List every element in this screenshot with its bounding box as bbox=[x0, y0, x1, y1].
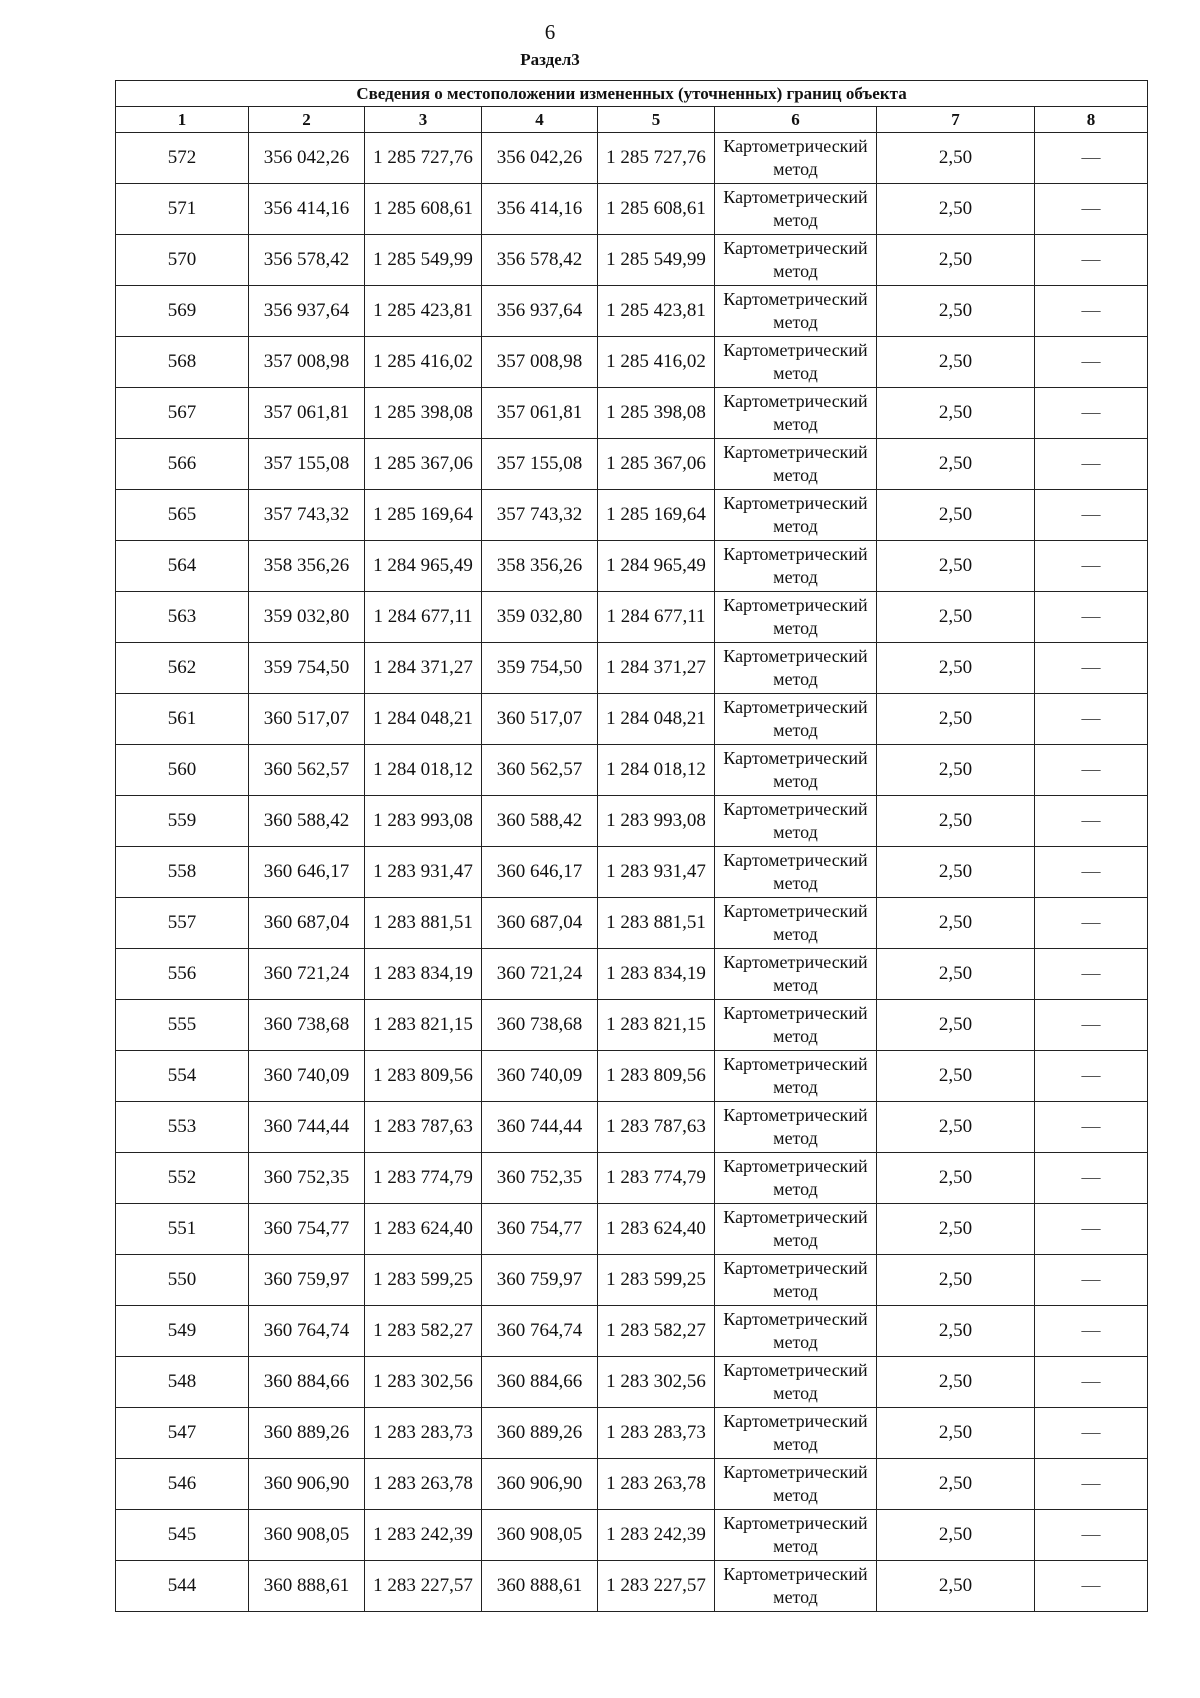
x-coordinate-cell: 360 759,97 bbox=[482, 1255, 598, 1306]
accuracy-cell: 2,50 bbox=[877, 1204, 1035, 1255]
point-number-cell: 570 bbox=[116, 235, 249, 286]
x-coordinate-cell: 360 740,09 bbox=[249, 1051, 365, 1102]
point-number-cell: 550 bbox=[116, 1255, 249, 1306]
x-coordinate-cell: 360 517,07 bbox=[482, 694, 598, 745]
x-coordinate-cell: 356 042,26 bbox=[482, 133, 598, 184]
point-number-cell: 551 bbox=[116, 1204, 249, 1255]
method-cell: Картометрический метод bbox=[715, 1153, 877, 1204]
column-number-row bbox=[116, 107, 1148, 133]
y-coordinate-cell: 1 285 423,81 bbox=[598, 286, 715, 337]
x-coordinate-cell: 358 356,26 bbox=[482, 541, 598, 592]
description-cell: — bbox=[1035, 439, 1148, 490]
y-coordinate-cell: 1 285 608,61 bbox=[598, 184, 715, 235]
method-cell: Картометрический метод bbox=[715, 1051, 877, 1102]
table-row bbox=[116, 490, 1148, 541]
x-coordinate-cell: 360 906,90 bbox=[482, 1459, 598, 1510]
x-coordinate-cell: 357 743,32 bbox=[482, 490, 598, 541]
y-coordinate-cell: 1 283 227,57 bbox=[598, 1561, 715, 1612]
accuracy-cell: 2,50 bbox=[877, 490, 1035, 541]
y-coordinate-cell: 1 283 931,47 bbox=[598, 847, 715, 898]
y-coordinate-cell: 1 283 881,51 bbox=[365, 898, 482, 949]
accuracy-cell: 2,50 bbox=[877, 286, 1035, 337]
method-cell: Картометрический метод bbox=[715, 1510, 877, 1561]
method-cell: Картометрический метод bbox=[715, 337, 877, 388]
table-row bbox=[116, 643, 1148, 694]
table-caption: Сведения о местоположении измененных (уточненных) границ объекта bbox=[116, 81, 1148, 107]
y-coordinate-cell: 1 283 624,40 bbox=[365, 1204, 482, 1255]
method-cell: Картометрический метод bbox=[715, 541, 877, 592]
y-coordinate-cell: 1 283 993,08 bbox=[598, 796, 715, 847]
y-coordinate-cell: 1 284 371,27 bbox=[365, 643, 482, 694]
y-coordinate-cell: 1 283 242,39 bbox=[365, 1510, 482, 1561]
method-cell: Картометрический метод bbox=[715, 1255, 877, 1306]
y-coordinate-cell: 1 283 881,51 bbox=[598, 898, 715, 949]
y-coordinate-cell: 1 284 965,49 bbox=[598, 541, 715, 592]
method-cell: Картометрический метод bbox=[715, 847, 877, 898]
point-number-cell: 571 bbox=[116, 184, 249, 235]
x-coordinate-cell: 360 888,61 bbox=[482, 1561, 598, 1612]
table-row bbox=[116, 1408, 1148, 1459]
table-row bbox=[116, 1357, 1148, 1408]
y-coordinate-cell: 1 283 599,25 bbox=[598, 1255, 715, 1306]
table-row bbox=[116, 184, 1148, 235]
accuracy-cell: 2,50 bbox=[877, 694, 1035, 745]
y-coordinate-cell: 1 283 993,08 bbox=[365, 796, 482, 847]
y-coordinate-cell: 1 284 018,12 bbox=[598, 745, 715, 796]
description-cell: — bbox=[1035, 490, 1148, 541]
y-coordinate-cell: 1 285 727,76 bbox=[598, 133, 715, 184]
table-row bbox=[116, 949, 1148, 1000]
y-coordinate-cell: 1 285 727,76 bbox=[365, 133, 482, 184]
description-cell: — bbox=[1035, 388, 1148, 439]
accuracy-cell: 2,50 bbox=[877, 1153, 1035, 1204]
point-number-cell: 552 bbox=[116, 1153, 249, 1204]
y-coordinate-cell: 1 284 965,49 bbox=[365, 541, 482, 592]
y-coordinate-cell: 1 284 677,11 bbox=[365, 592, 482, 643]
x-coordinate-cell: 360 908,05 bbox=[482, 1510, 598, 1561]
method-cell: Картометрический метод bbox=[715, 1204, 877, 1255]
x-coordinate-cell: 360 884,66 bbox=[249, 1357, 365, 1408]
description-cell: — bbox=[1035, 1510, 1148, 1561]
x-coordinate-cell: 360 562,57 bbox=[482, 745, 598, 796]
table-row bbox=[116, 745, 1148, 796]
y-coordinate-cell: 1 285 367,06 bbox=[365, 439, 482, 490]
x-coordinate-cell: 360 889,26 bbox=[482, 1408, 598, 1459]
x-coordinate-cell: 360 754,77 bbox=[249, 1204, 365, 1255]
column-number: 1 bbox=[116, 107, 249, 133]
y-coordinate-cell: 1 283 834,19 bbox=[598, 949, 715, 1000]
x-coordinate-cell: 360 562,57 bbox=[249, 745, 365, 796]
method-cell: Картометрический метод bbox=[715, 133, 877, 184]
table-row bbox=[116, 1153, 1148, 1204]
point-number-cell: 544 bbox=[116, 1561, 249, 1612]
accuracy-cell: 2,50 bbox=[877, 1051, 1035, 1102]
accuracy-cell: 2,50 bbox=[877, 847, 1035, 898]
x-coordinate-cell: 360 884,66 bbox=[482, 1357, 598, 1408]
accuracy-cell: 2,50 bbox=[877, 133, 1035, 184]
x-coordinate-cell: 356 937,64 bbox=[249, 286, 365, 337]
x-coordinate-cell: 357 743,32 bbox=[249, 490, 365, 541]
method-cell: Картометрический метод bbox=[715, 898, 877, 949]
y-coordinate-cell: 1 285 549,99 bbox=[365, 235, 482, 286]
y-coordinate-cell: 1 284 048,21 bbox=[598, 694, 715, 745]
accuracy-cell: 2,50 bbox=[877, 1357, 1035, 1408]
method-cell: Картометрический метод bbox=[715, 1357, 877, 1408]
x-coordinate-cell: 360 740,09 bbox=[482, 1051, 598, 1102]
y-coordinate-cell: 1 284 677,11 bbox=[598, 592, 715, 643]
y-coordinate-cell: 1 283 774,79 bbox=[598, 1153, 715, 1204]
column-number: 7 bbox=[877, 107, 1035, 133]
y-coordinate-cell: 1 283 283,73 bbox=[598, 1408, 715, 1459]
x-coordinate-cell: 360 908,05 bbox=[249, 1510, 365, 1561]
x-coordinate-cell: 356 578,42 bbox=[249, 235, 365, 286]
method-cell: Картометрический метод bbox=[715, 1000, 877, 1051]
table-row bbox=[116, 1306, 1148, 1357]
column-number: 2 bbox=[249, 107, 365, 133]
accuracy-cell: 2,50 bbox=[877, 949, 1035, 1000]
accuracy-cell: 2,50 bbox=[877, 235, 1035, 286]
point-number-cell: 572 bbox=[116, 133, 249, 184]
accuracy-cell: 2,50 bbox=[877, 439, 1035, 490]
y-coordinate-cell: 1 283 582,27 bbox=[598, 1306, 715, 1357]
x-coordinate-cell: 360 764,74 bbox=[249, 1306, 365, 1357]
x-coordinate-cell: 360 752,35 bbox=[482, 1153, 598, 1204]
method-cell: Картометрический метод bbox=[715, 796, 877, 847]
y-coordinate-cell: 1 283 283,73 bbox=[365, 1408, 482, 1459]
description-cell: — bbox=[1035, 1561, 1148, 1612]
accuracy-cell: 2,50 bbox=[877, 745, 1035, 796]
accuracy-cell: 2,50 bbox=[877, 388, 1035, 439]
description-cell: — bbox=[1035, 337, 1148, 388]
accuracy-cell: 2,50 bbox=[877, 1000, 1035, 1051]
x-coordinate-cell: 360 588,42 bbox=[249, 796, 365, 847]
accuracy-cell: 2,50 bbox=[877, 337, 1035, 388]
table-body bbox=[116, 133, 1148, 1612]
x-coordinate-cell: 356 414,16 bbox=[482, 184, 598, 235]
table-row bbox=[116, 1255, 1148, 1306]
method-cell: Картометрический метод bbox=[715, 1306, 877, 1357]
x-coordinate-cell: 360 889,26 bbox=[249, 1408, 365, 1459]
table-row bbox=[116, 541, 1148, 592]
boundary-coordinates-table bbox=[115, 80, 1148, 1612]
x-coordinate-cell: 359 754,50 bbox=[482, 643, 598, 694]
description-cell: — bbox=[1035, 235, 1148, 286]
y-coordinate-cell: 1 285 416,02 bbox=[365, 337, 482, 388]
table-row bbox=[116, 1510, 1148, 1561]
description-cell: — bbox=[1035, 1408, 1148, 1459]
method-cell: Картометрический метод bbox=[715, 1459, 877, 1510]
table-row bbox=[116, 694, 1148, 745]
x-coordinate-cell: 360 906,90 bbox=[249, 1459, 365, 1510]
accuracy-cell: 2,50 bbox=[877, 796, 1035, 847]
x-coordinate-cell: 360 646,17 bbox=[482, 847, 598, 898]
accuracy-cell: 2,50 bbox=[877, 184, 1035, 235]
y-coordinate-cell: 1 284 048,21 bbox=[365, 694, 482, 745]
point-number-cell: 562 bbox=[116, 643, 249, 694]
point-number-cell: 566 bbox=[116, 439, 249, 490]
point-number-cell: 568 bbox=[116, 337, 249, 388]
description-cell: — bbox=[1035, 1357, 1148, 1408]
description-cell: — bbox=[1035, 133, 1148, 184]
x-coordinate-cell: 360 744,44 bbox=[249, 1102, 365, 1153]
y-coordinate-cell: 1 283 774,79 bbox=[365, 1153, 482, 1204]
point-number-cell: 561 bbox=[116, 694, 249, 745]
point-number-cell: 548 bbox=[116, 1357, 249, 1408]
method-cell: Картометрический метод bbox=[715, 1408, 877, 1459]
description-cell: — bbox=[1035, 847, 1148, 898]
point-number-cell: 547 bbox=[116, 1408, 249, 1459]
y-coordinate-cell: 1 283 809,56 bbox=[598, 1051, 715, 1102]
method-cell: Картометрический метод bbox=[715, 592, 877, 643]
x-coordinate-cell: 360 738,68 bbox=[249, 1000, 365, 1051]
point-number-cell: 565 bbox=[116, 490, 249, 541]
x-coordinate-cell: 360 687,04 bbox=[482, 898, 598, 949]
x-coordinate-cell: 356 414,16 bbox=[249, 184, 365, 235]
accuracy-cell: 2,50 bbox=[877, 541, 1035, 592]
x-coordinate-cell: 359 754,50 bbox=[249, 643, 365, 694]
table-row bbox=[116, 286, 1148, 337]
description-cell: — bbox=[1035, 184, 1148, 235]
table-row bbox=[116, 1561, 1148, 1612]
point-number-cell: 567 bbox=[116, 388, 249, 439]
column-number: 6 bbox=[715, 107, 877, 133]
point-number-cell: 558 bbox=[116, 847, 249, 898]
table-row bbox=[116, 592, 1148, 643]
point-number-cell: 564 bbox=[116, 541, 249, 592]
y-coordinate-cell: 1 283 599,25 bbox=[365, 1255, 482, 1306]
accuracy-cell: 2,50 bbox=[877, 1408, 1035, 1459]
description-cell: — bbox=[1035, 1051, 1148, 1102]
y-coordinate-cell: 1 285 169,64 bbox=[598, 490, 715, 541]
description-cell: — bbox=[1035, 1153, 1148, 1204]
x-coordinate-cell: 360 754,77 bbox=[482, 1204, 598, 1255]
column-number: 5 bbox=[598, 107, 715, 133]
point-number-cell: 560 bbox=[116, 745, 249, 796]
x-coordinate-cell: 357 061,81 bbox=[249, 388, 365, 439]
accuracy-cell: 2,50 bbox=[877, 592, 1035, 643]
x-coordinate-cell: 360 721,24 bbox=[249, 949, 365, 1000]
table-row bbox=[116, 898, 1148, 949]
table-row bbox=[116, 1102, 1148, 1153]
table-row bbox=[116, 1051, 1148, 1102]
y-coordinate-cell: 1 283 302,56 bbox=[598, 1357, 715, 1408]
description-cell: — bbox=[1035, 1102, 1148, 1153]
method-cell: Картометрический метод bbox=[715, 184, 877, 235]
y-coordinate-cell: 1 283 582,27 bbox=[365, 1306, 482, 1357]
x-coordinate-cell: 360 687,04 bbox=[249, 898, 365, 949]
method-cell: Картометрический метод bbox=[715, 694, 877, 745]
y-coordinate-cell: 1 285 416,02 bbox=[598, 337, 715, 388]
x-coordinate-cell: 357 008,98 bbox=[249, 337, 365, 388]
y-coordinate-cell: 1 283 787,63 bbox=[598, 1102, 715, 1153]
x-coordinate-cell: 356 578,42 bbox=[482, 235, 598, 286]
description-cell: — bbox=[1035, 1255, 1148, 1306]
column-number: 4 bbox=[482, 107, 598, 133]
accuracy-cell: 2,50 bbox=[877, 1102, 1035, 1153]
accuracy-cell: 2,50 bbox=[877, 1255, 1035, 1306]
section-title: Раздел3 bbox=[520, 50, 580, 69]
method-cell: Картометрический метод bbox=[715, 1561, 877, 1612]
description-cell: — bbox=[1035, 694, 1148, 745]
method-cell: Картометрический метод bbox=[715, 388, 877, 439]
y-coordinate-cell: 1 283 263,78 bbox=[598, 1459, 715, 1510]
point-number-cell: 545 bbox=[116, 1510, 249, 1561]
y-coordinate-cell: 1 283 302,56 bbox=[365, 1357, 482, 1408]
description-cell: — bbox=[1035, 1306, 1148, 1357]
accuracy-cell: 2,50 bbox=[877, 643, 1035, 694]
table-row bbox=[116, 1000, 1148, 1051]
accuracy-cell: 2,50 bbox=[877, 1510, 1035, 1561]
point-number-cell: 556 bbox=[116, 949, 249, 1000]
method-cell: Картометрический метод bbox=[715, 490, 877, 541]
y-coordinate-cell: 1 283 242,39 bbox=[598, 1510, 715, 1561]
x-coordinate-cell: 360 764,74 bbox=[482, 1306, 598, 1357]
description-cell: — bbox=[1035, 286, 1148, 337]
y-coordinate-cell: 1 284 018,12 bbox=[365, 745, 482, 796]
x-coordinate-cell: 357 008,98 bbox=[482, 337, 598, 388]
x-coordinate-cell: 360 517,07 bbox=[249, 694, 365, 745]
point-number-cell: 559 bbox=[116, 796, 249, 847]
y-coordinate-cell: 1 283 834,19 bbox=[365, 949, 482, 1000]
description-cell: — bbox=[1035, 541, 1148, 592]
x-coordinate-cell: 358 356,26 bbox=[249, 541, 365, 592]
table-row bbox=[116, 337, 1148, 388]
description-cell: — bbox=[1035, 796, 1148, 847]
method-cell: Картометрический метод bbox=[715, 235, 877, 286]
point-number-cell: 549 bbox=[116, 1306, 249, 1357]
y-coordinate-cell: 1 285 169,64 bbox=[365, 490, 482, 541]
y-coordinate-cell: 1 283 263,78 bbox=[365, 1459, 482, 1510]
description-cell: — bbox=[1035, 898, 1148, 949]
method-cell: Картометрический метод bbox=[715, 643, 877, 694]
x-coordinate-cell: 356 042,26 bbox=[249, 133, 365, 184]
x-coordinate-cell: 360 752,35 bbox=[249, 1153, 365, 1204]
y-coordinate-cell: 1 285 608,61 bbox=[365, 184, 482, 235]
table-row bbox=[116, 1459, 1148, 1510]
description-cell: — bbox=[1035, 643, 1148, 694]
table-row bbox=[116, 388, 1148, 439]
column-number: 8 bbox=[1035, 107, 1148, 133]
x-coordinate-cell: 357 155,08 bbox=[249, 439, 365, 490]
x-coordinate-cell: 357 061,81 bbox=[482, 388, 598, 439]
description-cell: — bbox=[1035, 1000, 1148, 1051]
point-number-cell: 557 bbox=[116, 898, 249, 949]
table-row bbox=[116, 439, 1148, 490]
description-cell: — bbox=[1035, 1459, 1148, 1510]
y-coordinate-cell: 1 285 398,08 bbox=[365, 388, 482, 439]
accuracy-cell: 2,50 bbox=[877, 1561, 1035, 1612]
method-cell: Картометрический метод bbox=[715, 286, 877, 337]
description-cell: — bbox=[1035, 949, 1148, 1000]
y-coordinate-cell: 1 283 227,57 bbox=[365, 1561, 482, 1612]
column-number: 3 bbox=[365, 107, 482, 133]
point-number-cell: 554 bbox=[116, 1051, 249, 1102]
x-coordinate-cell: 359 032,80 bbox=[249, 592, 365, 643]
y-coordinate-cell: 1 285 398,08 bbox=[598, 388, 715, 439]
table-row bbox=[116, 133, 1148, 184]
x-coordinate-cell: 359 032,80 bbox=[482, 592, 598, 643]
point-number-cell: 555 bbox=[116, 1000, 249, 1051]
x-coordinate-cell: 360 738,68 bbox=[482, 1000, 598, 1051]
method-cell: Картометрический метод bbox=[715, 439, 877, 490]
y-coordinate-cell: 1 285 549,99 bbox=[598, 235, 715, 286]
table-row bbox=[116, 847, 1148, 898]
description-cell: — bbox=[1035, 592, 1148, 643]
description-cell: — bbox=[1035, 1204, 1148, 1255]
x-coordinate-cell: 357 155,08 bbox=[482, 439, 598, 490]
y-coordinate-cell: 1 285 423,81 bbox=[365, 286, 482, 337]
page-number: 6 bbox=[544, 20, 556, 44]
y-coordinate-cell: 1 285 367,06 bbox=[598, 439, 715, 490]
point-number-cell: 553 bbox=[116, 1102, 249, 1153]
accuracy-cell: 2,50 bbox=[877, 898, 1035, 949]
y-coordinate-cell: 1 284 371,27 bbox=[598, 643, 715, 694]
x-coordinate-cell: 360 721,24 bbox=[482, 949, 598, 1000]
x-coordinate-cell: 356 937,64 bbox=[482, 286, 598, 337]
method-cell: Картометрический метод bbox=[715, 1102, 877, 1153]
x-coordinate-cell: 360 646,17 bbox=[249, 847, 365, 898]
y-coordinate-cell: 1 283 809,56 bbox=[365, 1051, 482, 1102]
point-number-cell: 569 bbox=[116, 286, 249, 337]
point-number-cell: 563 bbox=[116, 592, 249, 643]
table-row bbox=[116, 235, 1148, 286]
y-coordinate-cell: 1 283 787,63 bbox=[365, 1102, 482, 1153]
table-row bbox=[116, 1204, 1148, 1255]
x-coordinate-cell: 360 759,97 bbox=[249, 1255, 365, 1306]
method-cell: Картометрический метод bbox=[715, 745, 877, 796]
table-row bbox=[116, 796, 1148, 847]
accuracy-cell: 2,50 bbox=[877, 1306, 1035, 1357]
point-number-cell: 546 bbox=[116, 1459, 249, 1510]
y-coordinate-cell: 1 283 821,15 bbox=[365, 1000, 482, 1051]
x-coordinate-cell: 360 888,61 bbox=[249, 1561, 365, 1612]
y-coordinate-cell: 1 283 821,15 bbox=[598, 1000, 715, 1051]
x-coordinate-cell: 360 588,42 bbox=[482, 796, 598, 847]
x-coordinate-cell: 360 744,44 bbox=[482, 1102, 598, 1153]
y-coordinate-cell: 1 283 624,40 bbox=[598, 1204, 715, 1255]
accuracy-cell: 2,50 bbox=[877, 1459, 1035, 1510]
description-cell: — bbox=[1035, 745, 1148, 796]
y-coordinate-cell: 1 283 931,47 bbox=[365, 847, 482, 898]
method-cell: Картометрический метод bbox=[715, 949, 877, 1000]
